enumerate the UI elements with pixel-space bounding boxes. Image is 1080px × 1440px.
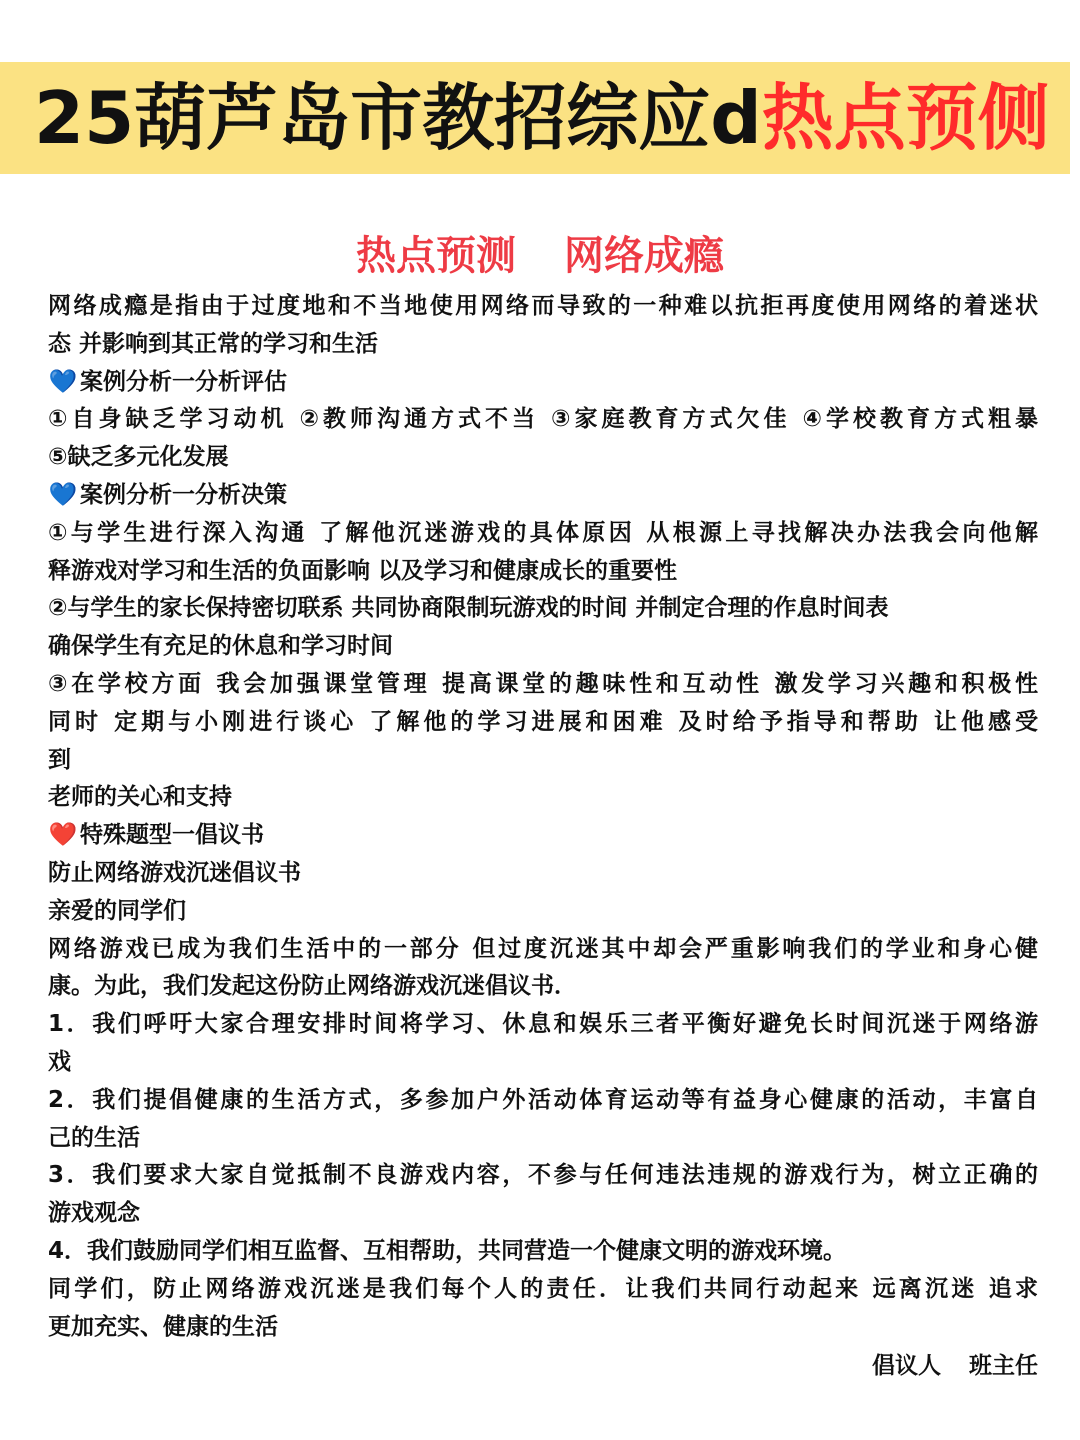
section-title-subject: 网络成瘾 (564, 233, 724, 279)
page-title-main: 25葫芦岛市教招综应d (34, 76, 762, 160)
section-heading-proposal (48, 817, 1038, 855)
signature-label: 倡议人 (872, 1353, 941, 1380)
section-title (0, 228, 1080, 284)
article-body (48, 288, 1038, 1386)
text-line: 戏 (48, 1048, 71, 1075)
text-line: 己的生活 (48, 1124, 140, 1151)
text-line: 4．我们鼓励同学们相互监督、互相帮助，共同营造一个健康文明的游戏环境。 (48, 1237, 847, 1264)
section-heading-decision (48, 477, 1038, 515)
heading-label: 特殊题型一倡议书 (80, 822, 264, 849)
heading-label: 案例分析一分析评估 (80, 368, 287, 395)
text-line: 网络成瘾是指由于过度地和不当地使用网络而导致的一种难以抗拒再度使用网络的着迷状 (48, 293, 1038, 319)
header-banner (0, 62, 1070, 174)
red-heart-icon: ❤️ (48, 822, 78, 849)
text-line: 游戏观念 (48, 1200, 140, 1227)
text-line: 释游戏对学习和生活的负面影响 以及学习和健康成长的重要性 (48, 557, 678, 584)
text-line: ③在学校方面 我会加强课堂管理 提高课堂的趣味性和互动性 激发学习兴趣和积极性 (48, 670, 1038, 697)
text-line: 3．我们要求大家自觉抵制不良游戏内容，不参与任何违法违规的游戏行为，树立正确的 (48, 1162, 1038, 1189)
text-line: ①自身缺乏学习动机 ②教师沟通方式不当 ③家庭教育方式欠佳 ④学校教育方式粗暴 (48, 406, 1038, 433)
blue-heart-icon: 💙 (48, 481, 78, 508)
text-line: 同学们，防止网络游戏沉迷是我们每个人的责任．让我们共同行动起来 远离沉迷 追求 (48, 1275, 1038, 1302)
text-line: 确保学生有充足的休息和学习时间 (48, 633, 393, 660)
text-line: 同时 定期与小刚进行谈心 了解他的学习进展和困难 及时给予指导和帮助 让他感受 (48, 708, 1038, 735)
page-title (34, 76, 1050, 160)
section-title-topic: 热点预测 (356, 233, 516, 279)
text-line: 到 (48, 746, 71, 773)
text-line: ①与学生进行深入沟通 了解他沉迷游戏的具体原因 从根源上寻找解决办法我会向他解 (48, 519, 1038, 546)
text-line: 老师的关心和支持 (48, 784, 232, 811)
text-line: 态 并影响到其正常的学习和生活 (48, 330, 379, 357)
text-line: 网络游戏已成为我们生活中的一部分 但过度沉迷其中却会严重影响我们的学业和身心健 (48, 935, 1038, 962)
section-heading-evaluation (48, 364, 1038, 402)
blue-heart-icon: 💙 (48, 368, 78, 395)
text-line: 更加充实、健康的生活 (48, 1313, 278, 1340)
text-line: 2．我们提倡健康的生活方式，多参加户外活动体育运动等有益身心健康的活动，丰富自 (48, 1086, 1038, 1113)
proposal-title: 防止网络游戏沉迷倡议书 (48, 859, 301, 886)
page-title-highlight: 热点预侧 (761, 76, 1050, 160)
text-line: 康。为此，我们发起这份防止网络游戏沉迷倡议书． (48, 973, 577, 1000)
proposal-greeting: 亲爱的同学们 (48, 897, 186, 924)
signature (48, 1348, 1038, 1386)
text-line: ②与学生的家长保持密切联系 共同协商限制玩游戏的时间 并制定合理的作息时间表 (48, 595, 889, 622)
text-line: ⑤缺乏多元化发展 (48, 444, 229, 471)
text-line: 1．我们呼吁大家合理安排时间将学习、休息和娱乐三者平衡好避免长时间沉迷于网络游 (48, 1011, 1038, 1038)
signature-name: 班主任 (969, 1353, 1038, 1380)
heading-label: 案例分析一分析决策 (80, 481, 287, 508)
